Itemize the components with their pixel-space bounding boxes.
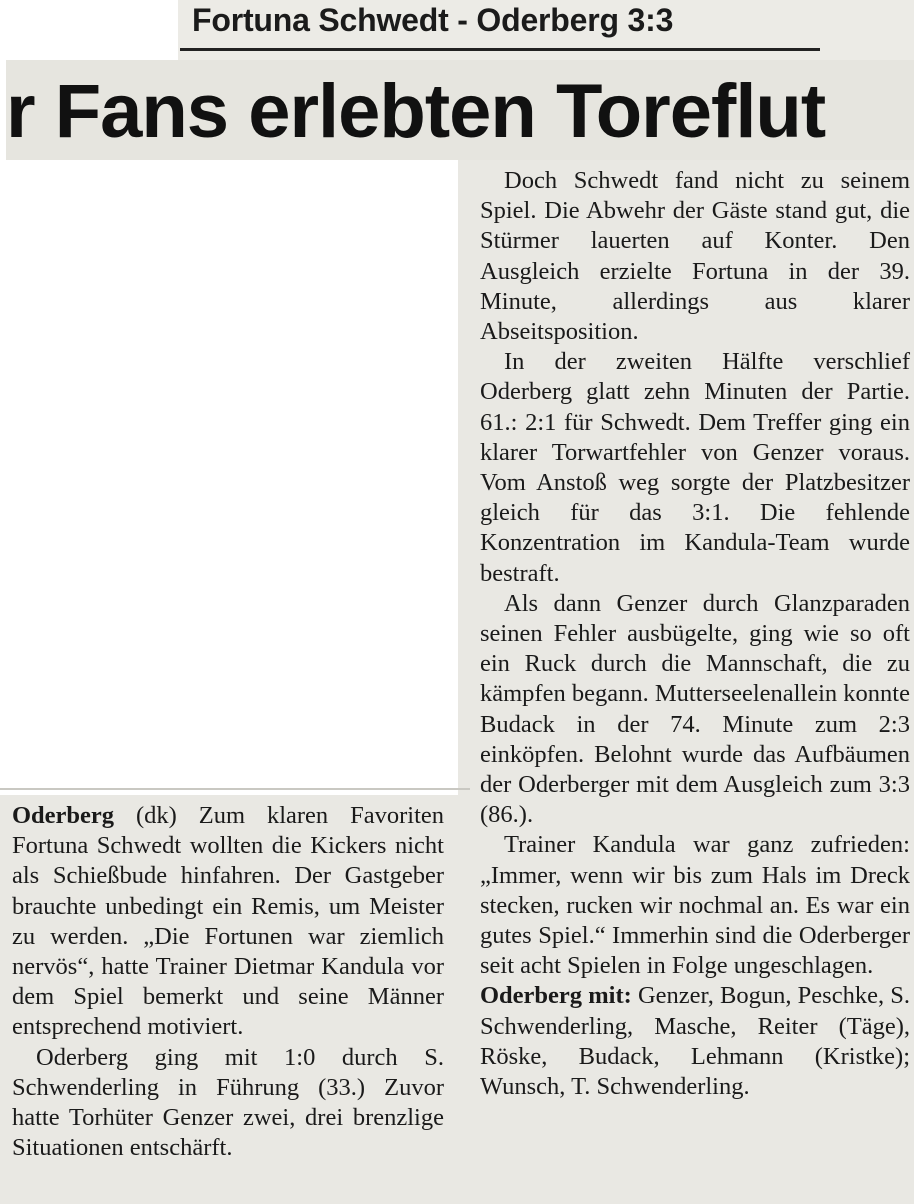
- left-column: [12, 801, 444, 1163]
- lineup: [480, 981, 910, 1102]
- lineup-label: Oderberg mit:: [480, 982, 632, 1010]
- right-paragraph-2: In der zweiten Hälfte verschlief Oderberg glatt zehn Minuten der Partie. 61.: 2:1 für Schwedt. Dem Treffer ging ein klarer Torwartfehler von Genzer voraus. Vom Anstoß weg sorgte der Platzbesitzer gleich für das 3:1. Die fehlende Konzentration im Kandula-Team wurde bestraft.: [480, 348, 910, 587]
- right-column: [480, 166, 910, 1102]
- article-subhead: Fortuna Schwedt - Oderberg 3:3: [192, 2, 674, 38]
- paper-edge: [0, 788, 470, 790]
- left-paragraph-1-text: (dk) Zum klaren Favoriten Fortuna Schwedt wollten die Kickers nicht als Schießbude hinfahren. Der Gastgeber brauchte unbedingt ein Remis, um Meister zu werden. „Die Fortunen war ziemlich nervös“, hatte Trainer Dietmar Kandula vor dem Spiel bemerkt und seine Männer entsprechend motiviert.: [12, 802, 444, 1041]
- article-headline: r Fans erlebten Toreflut: [6, 69, 826, 154]
- right-paragraph-3: Als dann Genzer durch Glanzparaden seinen Fehler ausbügelte, ging wie so oft ein Ruck durch die Mannschaft, die zu kämpfen begann. Mutterseelenallein konnte Budack in der 74. Minute zum 2:3 einköpfen. Belohnt wurde das Aufbäumen der Oderberger mit dem Ausgleich zum 3:3 (86.).: [480, 589, 910, 829]
- left-paragraph-1: [12, 801, 444, 1043]
- dateline: Oderberg: [12, 802, 115, 829]
- subhead-rule: [180, 48, 820, 51]
- left-paragraph-2: Oderberg ging mit 1:0 durch S. Schwenderling in Führung (33.) Zuvor hatte Torhüter Genzer zwei, drei brenzlige Situationen entschärft.: [12, 1043, 444, 1162]
- right-paragraph-4: Trainer Kandula war ganz zufrieden: „Immer, wenn wir bis zum Hals im Dreck stecken, rucken wir nochmal an. Es war ein gutes Spiel.“ Immerhin sind die Oderberger seit acht Spielen in Folge ungeschlagen.: [480, 831, 910, 980]
- lineup-text: Genzer, Bogun, Peschke, S. Schwenderling, Masche, Reiter (Täge), Röske, Budack, Lehmann (Kristke); Wunsch, T. Schwenderling.: [480, 982, 910, 1101]
- right-paragraph-1: Doch Schwedt fand nicht zu seinem Spiel. Die Abwehr der Gäste stand gut, die Stürmer lauerten auf Konter. Den Ausgleich erzielte Fortuna in der 39. Minute, allerdings aus klarer Abseitsposition.: [480, 167, 910, 346]
